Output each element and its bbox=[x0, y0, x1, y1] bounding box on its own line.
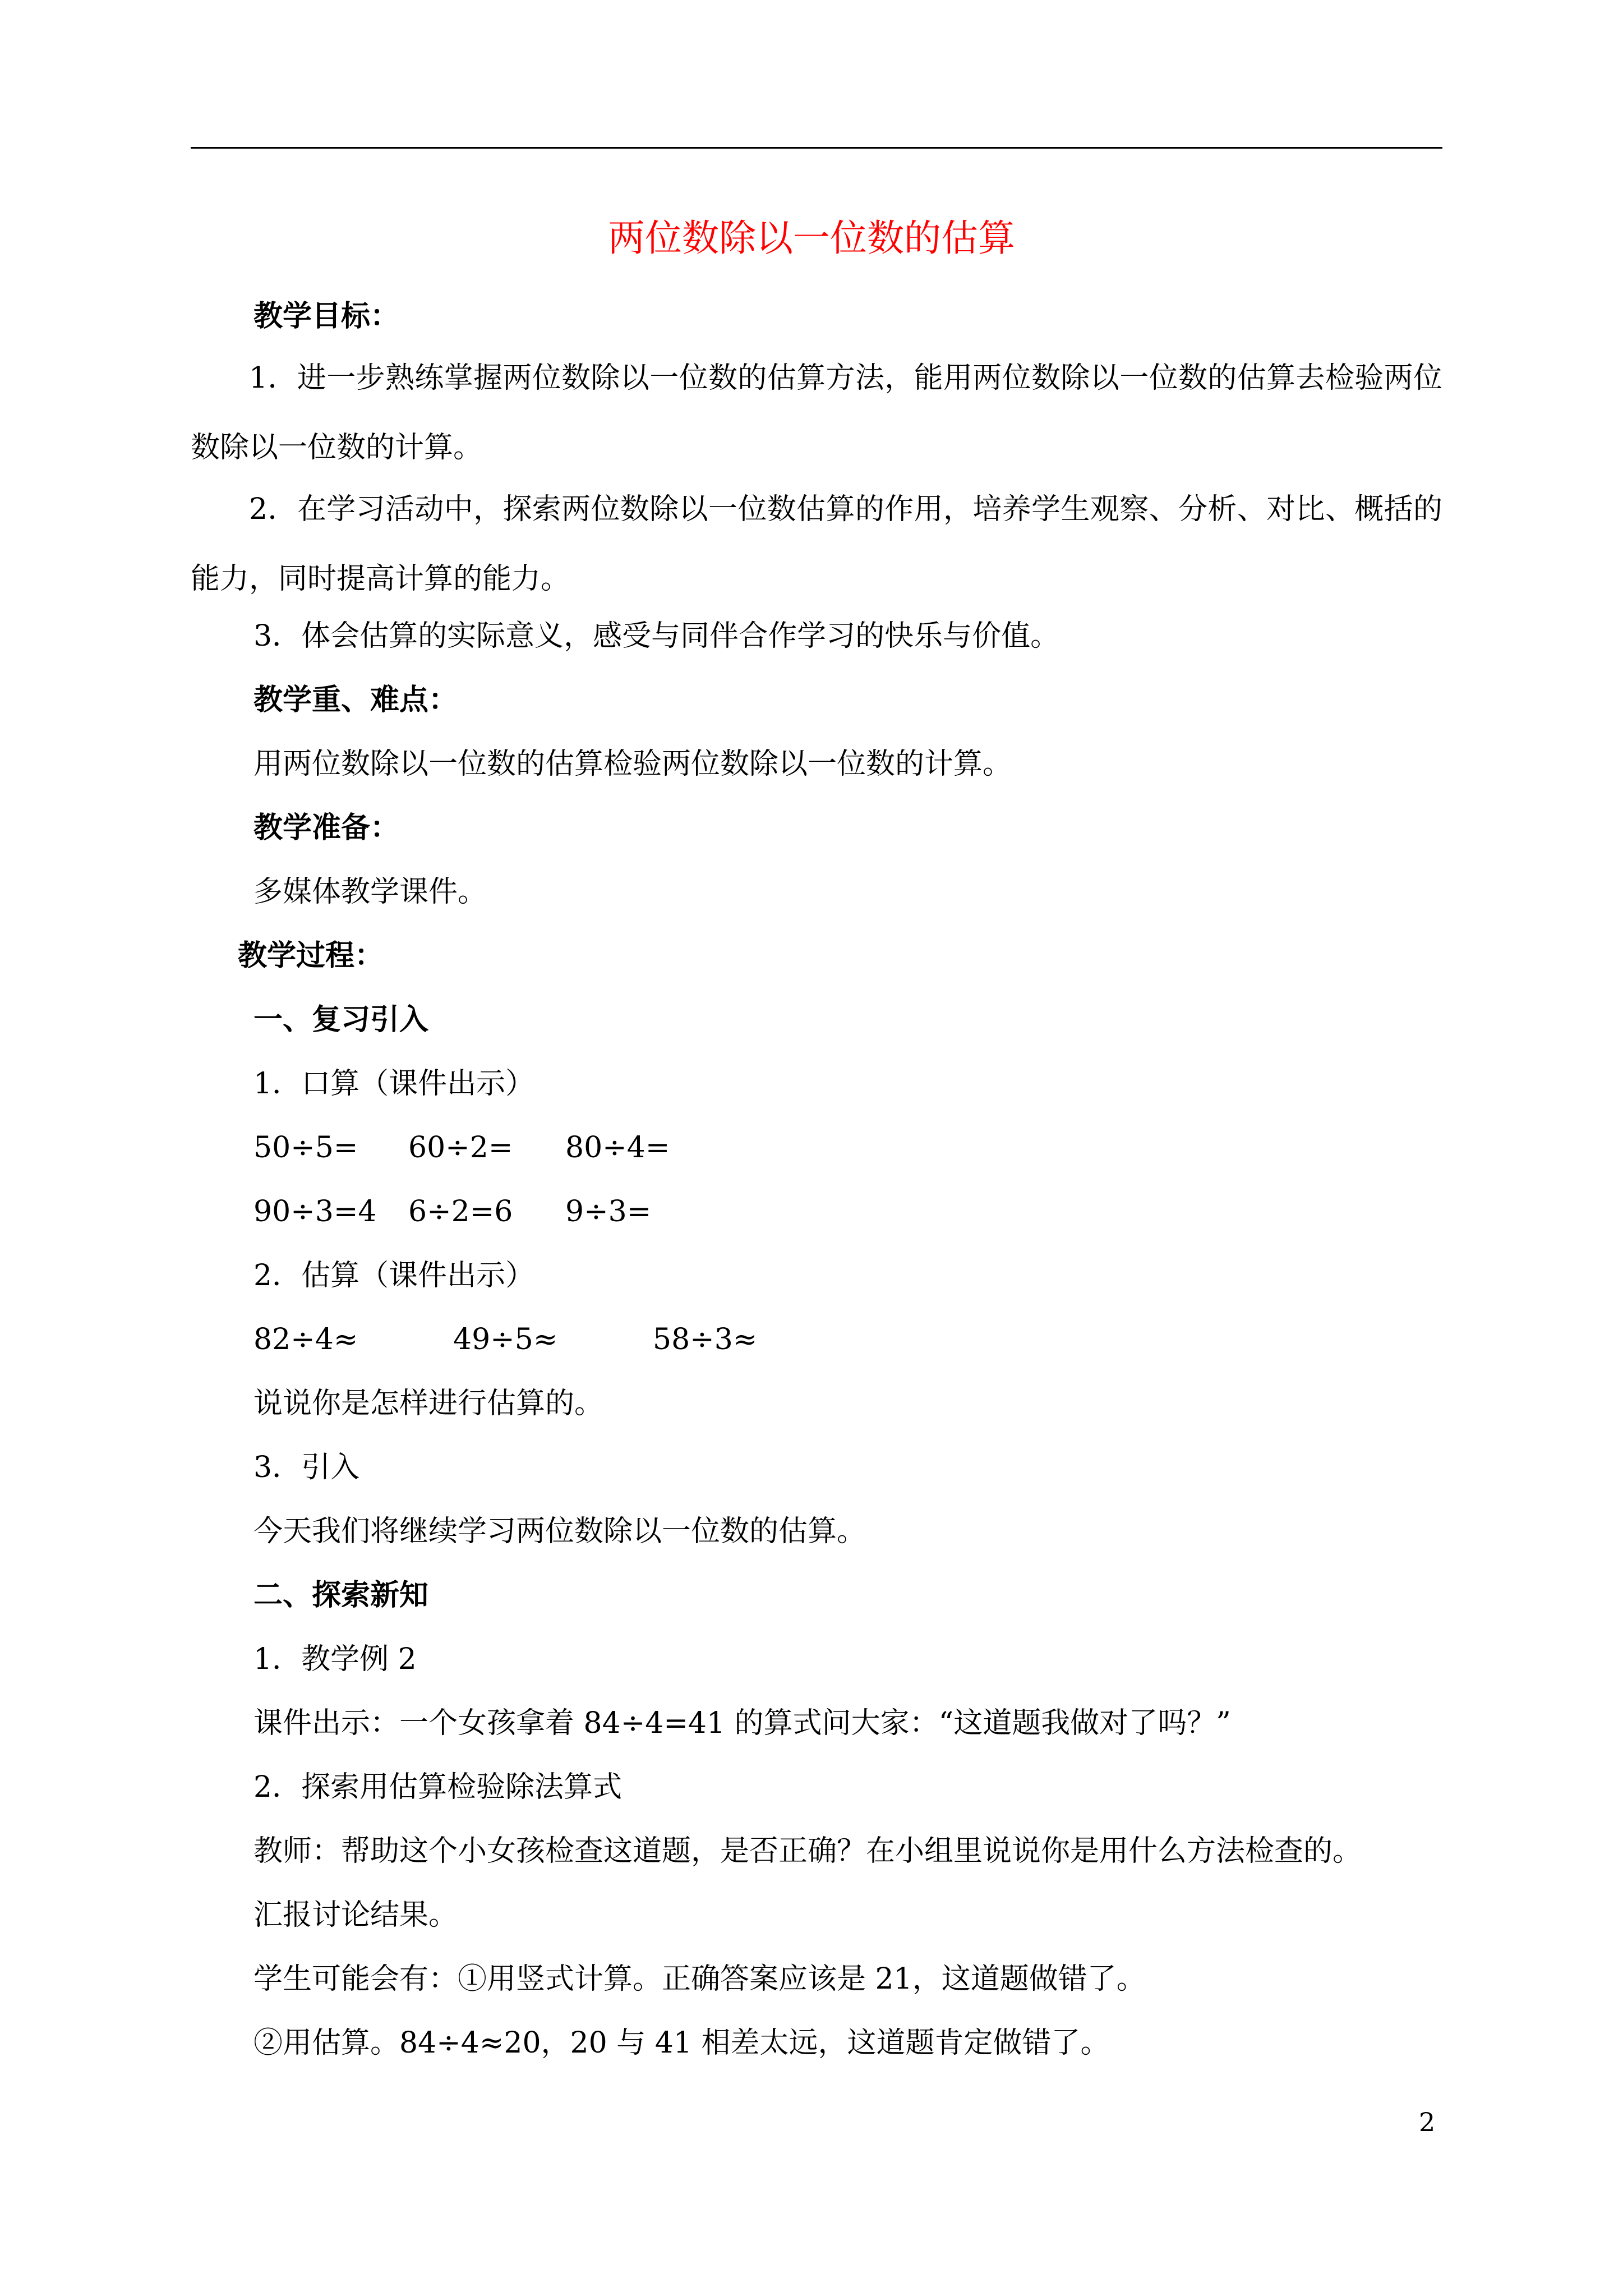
example-text: 课件出示：一个女孩拿着 84÷4=41 的算式问大家：“这道题我做对了吗？” bbox=[253, 1706, 1231, 1740]
heading-preparation: 教学准备： bbox=[253, 811, 400, 845]
estimate-item: 49÷5≈ bbox=[453, 1323, 558, 1356]
oral-heading: 1．口算（课件出示） bbox=[253, 1067, 535, 1101]
oral-item: 80÷4= bbox=[565, 1131, 670, 1165]
example-heading: 1．教学例 2 bbox=[253, 1642, 417, 1676]
oral-item: 9÷3= bbox=[565, 1195, 652, 1228]
page-title: 两位数除以一位数的估算 bbox=[608, 217, 1015, 260]
oral-item: 6÷2=6 bbox=[408, 1195, 513, 1228]
estimate-prompt: 说说你是怎样进行估算的。 bbox=[253, 1387, 604, 1420]
heading-keypoints: 教学重、难点： bbox=[253, 683, 458, 717]
heading-objectives: 教学目标： bbox=[253, 299, 400, 333]
preparation-text: 多媒体教学课件。 bbox=[253, 875, 487, 909]
estimate-answer: ②用估算。84÷4≈20，20 与 41 相差太远，这道题肯定做错了。 bbox=[253, 2026, 1110, 2060]
student-text: 学生可能会有：①用竖式计算。正确答案应该是 21，这道题做错了。 bbox=[253, 1962, 1146, 1996]
report-text: 汇报讨论结果。 bbox=[253, 1898, 458, 1932]
heading-process: 教学过程： bbox=[238, 938, 384, 973]
intro-text: 今天我们将继续学习两位数除以一位数的估算。 bbox=[253, 1515, 866, 1548]
objective-2: 2．在学习活动中，探索两位数除以一位数估算的作用，培养学生观察、分析、对比、概括的能力，同时提高计算的能力。 bbox=[191, 493, 1442, 596]
estimate-item: 82÷4≈ bbox=[253, 1323, 358, 1356]
oral-item: 50÷5= bbox=[253, 1131, 358, 1165]
keypoints-text: 用两位数除以一位数的估算检验两位数除以一位数的计算。 bbox=[253, 747, 1012, 781]
section-1-heading: 一、复习引入 bbox=[253, 1002, 429, 1037]
page-number: 2 bbox=[1419, 2107, 1436, 2137]
header-rule bbox=[191, 147, 1442, 149]
section-2-heading: 二、探索新知 bbox=[253, 1578, 429, 1612]
explore-heading: 2．探索用估算检验除法算式 bbox=[253, 1770, 623, 1804]
oral-item: 60÷2= bbox=[408, 1131, 513, 1165]
intro-heading: 3．引入 bbox=[253, 1451, 360, 1484]
teacher-text: 教师：帮助这个小女孩检查这道题，是否正确？在小组里说说你是用什么方法检查的。 bbox=[253, 1834, 1362, 1868]
estimate-item: 58÷3≈ bbox=[653, 1323, 758, 1356]
estimate-heading: 2．估算（课件出示） bbox=[253, 1259, 535, 1292]
objective-3: 3．体会估算的实际意义，感受与同伴合作学习的快乐与价值。 bbox=[253, 619, 1060, 653]
objective-1: 1．进一步熟练掌握两位数除以一位数的估算方法，能用两位数除以一位数的估算去检验两位数除以一位数的计算。 bbox=[191, 361, 1442, 464]
oral-item: 90÷3=4 bbox=[253, 1195, 377, 1228]
